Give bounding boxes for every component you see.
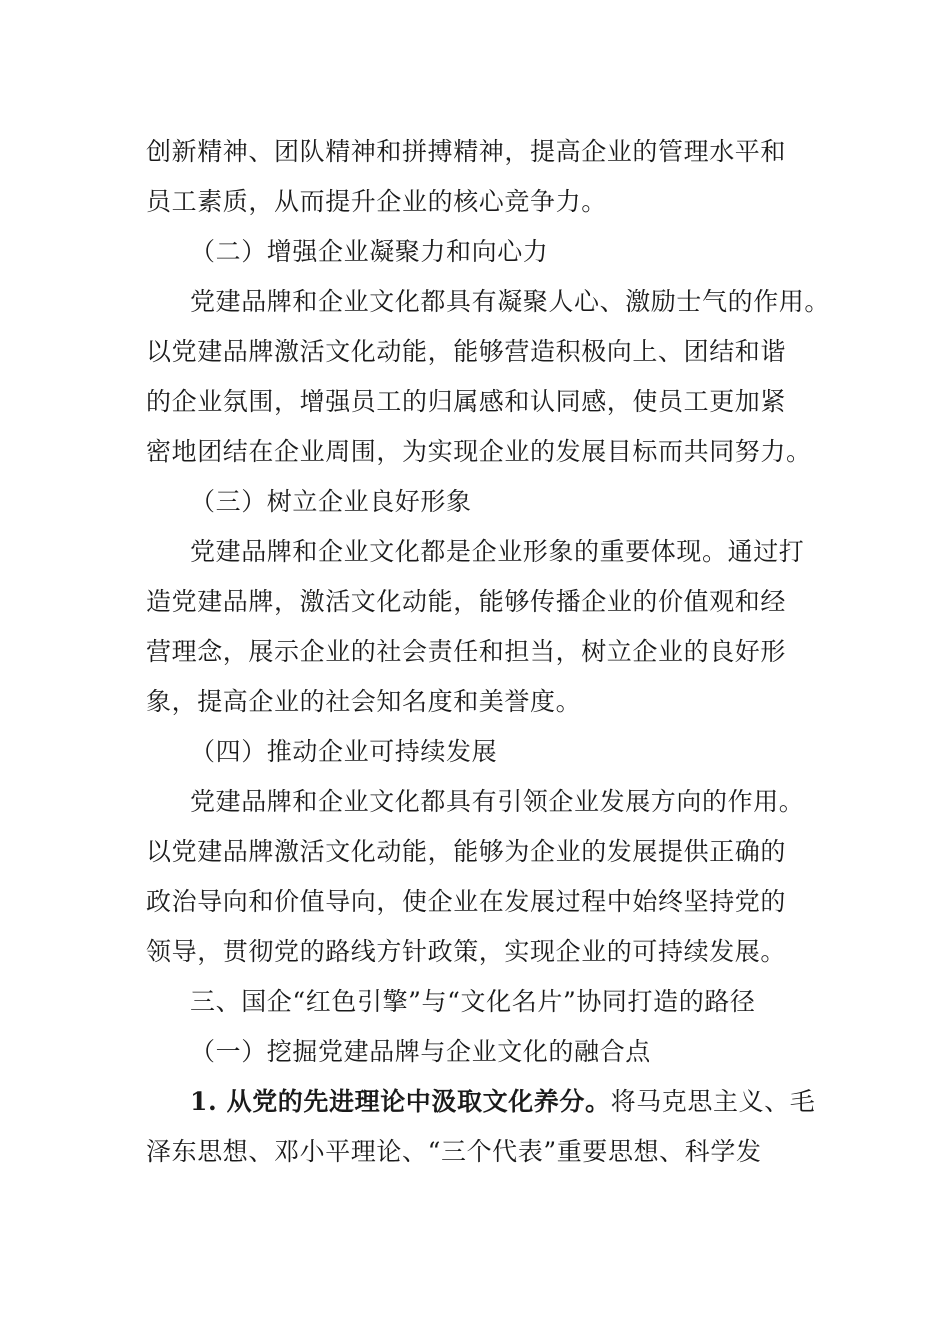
body-text-line: 创新精神、团队精神和拼搏精神，提高企业的管理水平和 [146,137,787,166]
body-text-line: 党建品牌和企业文化都具有引领企业发展方向的作用。 [190,787,805,816]
body-text-line: 员工素质，从而提升企业的核心竞争力。 [146,187,607,216]
body-text-line: 的企业氛围，增强员工的归属感和认同感，使员工更加紧 [146,387,787,416]
section-heading: （二）增强企业凝聚力和向心力 [190,237,549,266]
section-heading: （一）挖掘党建品牌与企业文化的融合点 [190,1037,651,1066]
body-text-line: 以党建品牌激活文化动能，能够营造积极向上、团结和谐 [146,337,787,366]
body-text-line: 象，提高企业的社会知名度和美誉度。 [146,687,582,716]
body-text-line: 泽东思想、邓小平理论、“三个代表”重要思想、科学发 [146,1137,762,1166]
body-text-line: 领导，贯彻党的路线方针政策，实现企业的可持续发展。 [146,937,787,966]
body-text-line: 密地团结在企业周围，为实现企业的发展目标而共同努力。 [146,437,812,466]
body-text-line: 营理念，展示企业的社会责任和担当，树立企业的良好形 [146,637,787,666]
numbered-item-text: 将马克思主义、毛 [610,1087,816,1116]
chapter-heading: 三、国企“红色引擎”与“文化名片”协同打造的路径 [190,987,756,1016]
section-heading: （三）树立企业良好形象 [190,487,472,516]
numbered-paragraph-line [190,1086,815,1118]
body-text-line: 政治导向和价值导向，使企业在发展过程中始终坚持党的 [146,887,787,916]
body-text-line: 党建品牌和企业文化都是企业形象的重要体现。通过打 [190,537,805,566]
body-text-line: 以党建品牌激活文化动能，能够为企业的发展提供正确的 [146,837,787,866]
body-text-line: 造党建品牌，激活文化动能，能够传播企业的价值观和经 [146,587,787,616]
section-heading: （四）推动企业可持续发展 [190,737,498,766]
numbered-item-lead: 1. 从党的先进理论中汲取文化养分。 [190,1087,611,1116]
body-text-line: 党建品牌和企业文化都具有凝聚人心、激励士气的作用。 [190,287,831,316]
